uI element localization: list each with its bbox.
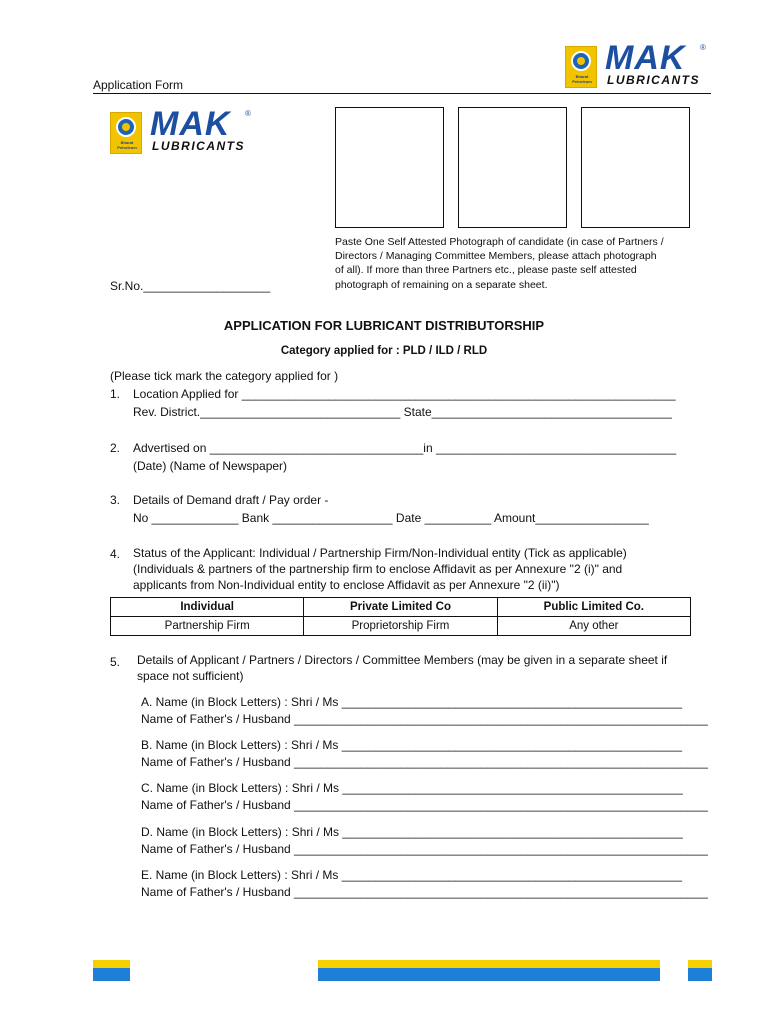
logo-brand-text: MAK bbox=[150, 105, 231, 143]
demand-draft-fields[interactable]: No _____________ Bank __________________ Date __________ Amount_________________ bbox=[133, 511, 649, 525]
person-a-father-field[interactable]: Name of Father's / Husband ______________________________________________________________ bbox=[141, 712, 708, 726]
status-note: (Individuals & partners of the partnership firm to enclose Affidavit as per Annexure "2 (i)" and bbox=[133, 562, 623, 576]
bharat-petroleum-badge-icon: Bharat Petroleum bbox=[110, 112, 142, 154]
person-a-name-field[interactable]: A. Name (in Block Letters) : Shri / Ms ___________________________________________________ bbox=[141, 695, 683, 709]
photo-note-line: of all). If more than three Partners etc., please paste self attested bbox=[335, 264, 637, 276]
status-note: applicants from Non-Individual entity to enclose Affidavit as per Annexure "2 (ii)") bbox=[133, 578, 560, 592]
footer-stripe-center bbox=[318, 960, 660, 981]
header-rule bbox=[93, 93, 711, 94]
logo-sub-text: LUBRICANTS bbox=[152, 139, 245, 153]
photo-box-3[interactable] bbox=[581, 107, 690, 228]
photo-box-1[interactable] bbox=[335, 107, 444, 228]
table-row bbox=[111, 617, 691, 636]
brand-logo-top bbox=[565, 39, 715, 90]
logo-reg-mark: ® bbox=[245, 109, 251, 118]
photo-note-line: photograph of remaining on a separate sheet. bbox=[335, 279, 548, 291]
person-b-father-field[interactable]: Name of Father's / Husband ______________________________________________________________ bbox=[141, 755, 708, 769]
status-option-public-limited[interactable]: Public Limited Co. bbox=[497, 598, 690, 617]
status-option-partnership[interactable]: Partnership Firm bbox=[111, 617, 304, 636]
item-number: 3. bbox=[110, 493, 121, 507]
photo-box-2[interactable] bbox=[458, 107, 567, 228]
person-d-father-field[interactable]: Name of Father's / Husband ______________________________________________________________ bbox=[141, 842, 708, 856]
category-line: Category applied for : PLD / ILD / RLD bbox=[280, 345, 488, 357]
advertised-caption: (Date) (Name of Newspaper) bbox=[133, 459, 288, 473]
footer-stripe-left bbox=[93, 960, 130, 981]
photo-note-line: Directors / Managing Committee Members, please attach photograph bbox=[335, 250, 657, 262]
status-option-private-limited[interactable]: Private Limited Co bbox=[304, 598, 497, 617]
status-table bbox=[110, 597, 691, 636]
form-label: Application Form bbox=[93, 78, 184, 92]
status-option-proprietorship[interactable]: Proprietorship Firm bbox=[304, 617, 497, 636]
person-e-name-field[interactable]: E. Name (in Block Letters) : Shri / Ms ___________________________________________________ bbox=[141, 868, 683, 882]
person-c-name-field[interactable]: C. Name (in Block Letters) : Shri / Ms ___________________________________________________ bbox=[141, 781, 683, 795]
footer-stripe-right bbox=[688, 960, 712, 981]
photo-note-line: Paste One Self Attested Photograph of candidate (in case of Partners / bbox=[335, 236, 664, 248]
person-d-name-field[interactable]: D. Name (in Block Letters) : Shri / Ms ___________________________________________________ bbox=[141, 825, 683, 839]
serial-number-field[interactable]: Sr.No.___________________ bbox=[110, 279, 271, 293]
item-number: 2. bbox=[110, 441, 121, 455]
item-number: 4. bbox=[110, 547, 121, 561]
tick-note: (Please tick mark the category applied for ) bbox=[110, 369, 339, 383]
applicant-details-note: space not sufficient) bbox=[137, 669, 244, 683]
status-option-any-other[interactable]: Any other bbox=[497, 617, 690, 636]
location-field[interactable]: Location Applied for _________________________________________________________________ bbox=[133, 387, 676, 401]
district-state-field[interactable]: Rev. District.______________________________ State____________________________________ bbox=[133, 405, 672, 419]
page-title: APPLICATION FOR LUBRICANT DISTRIBUTORSHIP bbox=[223, 318, 545, 333]
logo-sub-text: LUBRICANTS bbox=[607, 73, 700, 87]
item-number: 5. bbox=[110, 655, 121, 669]
status-label: Status of the Applicant: Individual / Partnership Firm/Non-Individual entity (Tick as applicable) bbox=[133, 546, 627, 560]
bharat-petroleum-badge-icon: Bharat Petroleum bbox=[565, 46, 597, 88]
logo-brand-text: MAK bbox=[605, 39, 686, 77]
applicant-details-label: Details of Applicant / Partners / Directors / Committee Members (may be given in a separate sheet if bbox=[137, 653, 668, 667]
status-option-individual[interactable]: Individual bbox=[111, 598, 304, 617]
item-number: 1. bbox=[110, 387, 121, 401]
person-b-name-field[interactable]: B. Name (in Block Letters) : Shri / Ms ___________________________________________________ bbox=[141, 738, 683, 752]
person-e-father-field[interactable]: Name of Father's / Husband ______________________________________________________________ bbox=[141, 885, 708, 899]
table-row bbox=[111, 598, 691, 617]
person-c-father-field[interactable]: Name of Father's / Husband ______________________________________________________________ bbox=[141, 798, 708, 812]
logo-reg-mark: ® bbox=[700, 43, 706, 52]
demand-draft-label: Details of Demand draft / Pay order - bbox=[133, 493, 329, 507]
brand-logo-main bbox=[110, 105, 260, 156]
advertised-field[interactable]: Advertised on ________________________________in ____________________________________ bbox=[133, 441, 677, 455]
